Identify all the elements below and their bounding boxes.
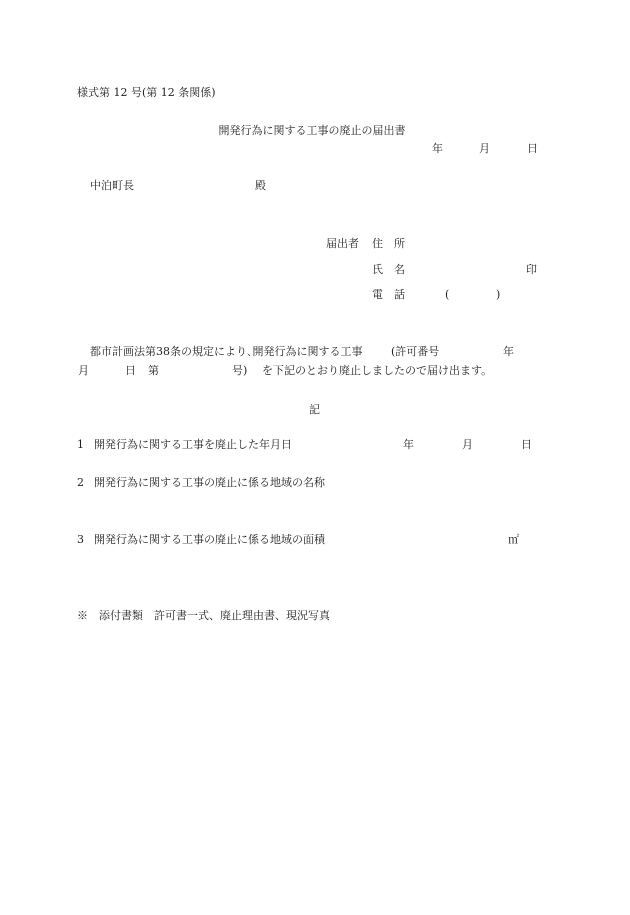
phone-open-paren: ( [445,288,450,301]
ki-heading: 記 [309,403,320,416]
permit-number-label: (許可番号 [391,345,440,358]
date-day: 日 [527,142,538,155]
item-day: 日 [521,438,532,451]
notifier-label: 届出者 [326,237,359,250]
permit-no-suffix: 号) [232,364,248,377]
phone-close-paren: ) [496,288,501,301]
seal-mark: 印 [526,263,537,276]
permit-day: 日 [125,364,136,377]
item-month: 月 [462,438,473,451]
permit-year: 年 [503,345,514,358]
area-unit: ㎡ [508,533,519,546]
item-text: 開発行為に関する工事を廃止した年月日 [94,438,292,451]
item-number: 3 [77,533,84,546]
form-number: 様式第 12 号(第 12 条関係) [77,86,216,99]
addressee-honorific: 殿 [255,179,266,192]
form-title: 開発行為に関する工事の廃止の届出書 [218,124,406,137]
permit-no-prefix: 第 [148,364,159,377]
item-number: 1 [77,438,84,451]
item-year: 年 [403,438,414,451]
declaration-line1: 都市計画法第38条の規定により､開発行為に関する工事 [90,345,363,358]
item-text: 開発行為に関する工事の廃止に係る地域の面積 [94,533,325,546]
declaration-line2: を下記のとおり廃止しましたので届け出ます。 [262,364,493,377]
phone-label: 電 話 [372,288,405,301]
address-label: 住 所 [372,237,405,250]
addressee-name: 中泊町長 [90,179,134,192]
permit-month: 月 [78,364,89,377]
item-number: 2 [77,476,84,489]
item-text: 開発行為に関する工事の廃止に係る地域の名称 [94,476,325,489]
name-label: 氏 名 [372,263,405,276]
date-year: 年 [432,142,443,155]
attachments-note: ※ 添付書類 許可書一式、廃止理由書、現況写真 [77,609,330,622]
date-month: 月 [479,142,490,155]
